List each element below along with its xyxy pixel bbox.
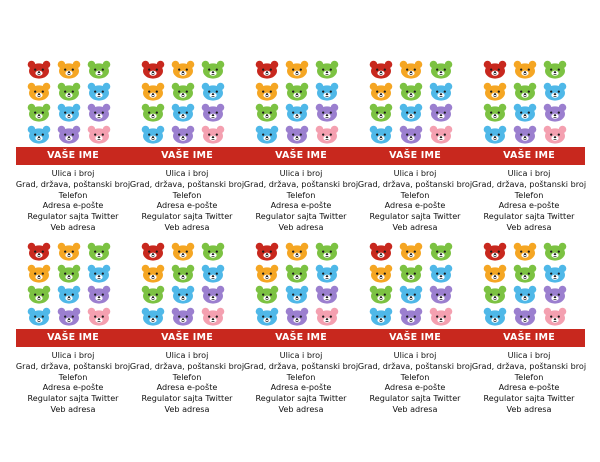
email-line: Adresa e-pošte (498, 382, 560, 393)
bear-face-icon (315, 285, 339, 304)
bear-face-icon (87, 285, 111, 304)
bear-grid (267, 242, 357, 326)
bear-face-icon (513, 60, 537, 79)
web-line: Veb adresa (506, 221, 552, 232)
bear-face-icon (201, 125, 225, 144)
street-line: Ulica i broj (165, 168, 209, 178)
bear-face-icon (285, 264, 309, 283)
email-line: Adresa e-pošte (156, 200, 218, 211)
card-info (124, 168, 250, 233)
card-name: VAŠE IME (161, 150, 213, 161)
bear-face-icon (57, 307, 81, 326)
card-info (10, 350, 136, 415)
bear-face-icon (513, 125, 537, 144)
bear-face-icon (429, 82, 453, 101)
bear-face-icon (369, 285, 393, 304)
bear-face-icon (87, 125, 111, 144)
bear-face-icon (513, 264, 537, 283)
bear-face-icon (171, 285, 195, 304)
card-name: VAŠE IME (275, 332, 327, 343)
city-line: Grad, država, poštanski broj (471, 178, 587, 189)
city-line: Grad, država, poštanski broj (129, 178, 245, 189)
bear-face-icon (513, 285, 537, 304)
bear-face-icon (201, 307, 225, 326)
bear-face-icon (255, 307, 279, 326)
card-name: VAŠE IME (503, 332, 555, 343)
street-line: Ulica i broj (507, 350, 551, 360)
city-line: Grad, država, poštanski broj (243, 178, 359, 189)
bear-face-icon (141, 60, 165, 79)
bear-face-icon (285, 307, 309, 326)
bear-face-icon (429, 307, 453, 326)
street-line: Ulica i broj (51, 168, 95, 178)
twitter-line: Regulator sajta Twitter (369, 211, 461, 222)
bear-face-icon (27, 125, 51, 144)
bear-face-icon (141, 264, 165, 283)
city-line: Grad, država, poštanski broj (15, 360, 131, 371)
bear-face-icon (315, 60, 339, 79)
bear-face-icon (429, 285, 453, 304)
email-line: Adresa e-pošte (270, 382, 332, 393)
city-line: Grad, država, poštanski broj (129, 360, 245, 371)
web-line: Veb adresa (278, 403, 324, 414)
phone-line: Telefon (58, 189, 88, 200)
twitter-line: Regulator sajta Twitter (27, 393, 119, 404)
bear-face-icon (543, 264, 567, 283)
bear-face-icon (429, 264, 453, 283)
bear-face-icon (369, 307, 393, 326)
bear-grid (495, 242, 585, 326)
street-line: Ulica i broj (393, 168, 437, 178)
bear-grid (39, 60, 129, 144)
bear-face-icon (399, 103, 423, 122)
bear-face-icon (27, 285, 51, 304)
bear-face-icon (27, 60, 51, 79)
bear-face-icon (543, 82, 567, 101)
twitter-line: Regulator sajta Twitter (255, 211, 347, 222)
street-line: Ulica i broj (279, 168, 323, 178)
bear-face-icon (255, 103, 279, 122)
twitter-line: Regulator sajta Twitter (141, 393, 233, 404)
web-line: Veb adresa (164, 403, 210, 414)
web-line: Veb adresa (50, 221, 96, 232)
street-line: Ulica i broj (393, 350, 437, 360)
twitter-line: Regulator sajta Twitter (27, 211, 119, 222)
bear-face-icon (285, 103, 309, 122)
card-info (124, 350, 250, 415)
bear-grid (495, 60, 585, 144)
bear-face-icon (87, 103, 111, 122)
card-info (352, 350, 478, 415)
street-line: Ulica i broj (507, 168, 551, 178)
bear-grid (153, 60, 243, 144)
bear-face-icon (87, 264, 111, 283)
bear-face-icon (369, 103, 393, 122)
bear-face-icon (171, 242, 195, 261)
web-line: Veb adresa (506, 403, 552, 414)
bear-face-icon (543, 307, 567, 326)
bear-face-icon (255, 125, 279, 144)
web-line: Veb adresa (164, 221, 210, 232)
bear-face-icon (255, 82, 279, 101)
card-info (466, 350, 592, 415)
bear-face-icon (483, 242, 507, 261)
bear-face-icon (399, 307, 423, 326)
bear-face-icon (399, 60, 423, 79)
bear-face-icon (255, 264, 279, 283)
email-line: Adresa e-pošte (42, 200, 104, 211)
card-name: VAŠE IME (389, 332, 441, 343)
bear-face-icon (141, 285, 165, 304)
bear-face-icon (543, 60, 567, 79)
bear-face-icon (513, 242, 537, 261)
bear-face-icon (57, 242, 81, 261)
bear-grid (381, 242, 471, 326)
bear-face-icon (429, 125, 453, 144)
bear-face-icon (201, 60, 225, 79)
city-line: Grad, država, poštanski broj (471, 360, 587, 371)
bear-face-icon (57, 264, 81, 283)
email-line: Adresa e-pošte (498, 200, 560, 211)
bear-face-icon (201, 285, 225, 304)
bear-face-icon (369, 82, 393, 101)
bear-face-icon (315, 264, 339, 283)
bear-face-icon (141, 242, 165, 261)
bear-face-icon (399, 125, 423, 144)
bear-face-icon (399, 82, 423, 101)
bear-face-icon (369, 242, 393, 261)
bear-face-icon (285, 60, 309, 79)
twitter-line: Regulator sajta Twitter (483, 393, 575, 404)
bear-face-icon (513, 82, 537, 101)
bear-face-icon (27, 307, 51, 326)
card-info (466, 168, 592, 233)
bear-face-icon (87, 60, 111, 79)
card-name: VAŠE IME (503, 150, 555, 161)
bear-face-icon (399, 285, 423, 304)
phone-line: Telefon (286, 189, 316, 200)
bear-face-icon (27, 82, 51, 101)
bear-grid (39, 242, 129, 326)
web-line: Veb adresa (392, 221, 438, 232)
bear-face-icon (285, 82, 309, 101)
bear-face-icon (315, 242, 339, 261)
bear-face-icon (369, 60, 393, 79)
bear-face-icon (483, 307, 507, 326)
bear-face-icon (285, 125, 309, 144)
bear-face-icon (429, 60, 453, 79)
bear-face-icon (429, 103, 453, 122)
card-info (238, 168, 364, 233)
bear-grid (153, 242, 243, 326)
bear-grid (267, 60, 357, 144)
bear-face-icon (399, 264, 423, 283)
email-line: Adresa e-pošte (42, 382, 104, 393)
bear-face-icon (315, 125, 339, 144)
bear-face-icon (315, 82, 339, 101)
bear-face-icon (171, 307, 195, 326)
bear-face-icon (315, 103, 339, 122)
twitter-line: Regulator sajta Twitter (483, 211, 575, 222)
bear-face-icon (171, 125, 195, 144)
email-line: Adresa e-pošte (384, 200, 446, 211)
bear-face-icon (141, 82, 165, 101)
email-line: Adresa e-pošte (270, 200, 332, 211)
bear-face-icon (543, 103, 567, 122)
bear-face-icon (483, 264, 507, 283)
bear-face-icon (255, 242, 279, 261)
bear-face-icon (87, 82, 111, 101)
bear-face-icon (141, 125, 165, 144)
card-name: VAŠE IME (47, 332, 99, 343)
bear-face-icon (171, 264, 195, 283)
phone-line: Telefon (514, 189, 544, 200)
bear-face-icon (285, 285, 309, 304)
bear-face-icon (285, 242, 309, 261)
bear-face-icon (57, 60, 81, 79)
bear-face-icon (57, 103, 81, 122)
bear-face-icon (57, 82, 81, 101)
bear-face-icon (543, 125, 567, 144)
phone-line: Telefon (514, 371, 544, 382)
phone-line: Telefon (172, 189, 202, 200)
bear-face-icon (171, 82, 195, 101)
bear-face-icon (483, 285, 507, 304)
bear-face-icon (483, 125, 507, 144)
bear-face-icon (57, 125, 81, 144)
bear-face-icon (369, 125, 393, 144)
phone-line: Telefon (286, 371, 316, 382)
web-line: Veb adresa (50, 403, 96, 414)
bear-face-icon (483, 82, 507, 101)
twitter-line: Regulator sajta Twitter (141, 211, 233, 222)
bear-face-icon (201, 103, 225, 122)
bear-face-icon (399, 242, 423, 261)
bear-face-icon (513, 307, 537, 326)
card-name: VAŠE IME (389, 150, 441, 161)
phone-line: Telefon (172, 371, 202, 382)
card-info (10, 168, 136, 233)
card-info (238, 350, 364, 415)
bear-face-icon (171, 60, 195, 79)
city-line: Grad, država, poštanski broj (357, 178, 473, 189)
card-name: VAŠE IME (47, 150, 99, 161)
bear-face-icon (543, 285, 567, 304)
phone-line: Telefon (400, 189, 430, 200)
email-line: Adresa e-pošte (156, 382, 218, 393)
bear-face-icon (57, 285, 81, 304)
web-line: Veb adresa (278, 221, 324, 232)
bear-face-icon (141, 103, 165, 122)
bear-face-icon (429, 242, 453, 261)
phone-line: Telefon (58, 371, 88, 382)
street-line: Ulica i broj (279, 350, 323, 360)
city-line: Grad, država, poštanski broj (243, 360, 359, 371)
twitter-line: Regulator sajta Twitter (369, 393, 461, 404)
email-line: Adresa e-pošte (384, 382, 446, 393)
bear-face-icon (27, 103, 51, 122)
bear-face-icon (483, 60, 507, 79)
bear-face-icon (87, 307, 111, 326)
twitter-line: Regulator sajta Twitter (255, 393, 347, 404)
bear-face-icon (201, 82, 225, 101)
street-line: Ulica i broj (51, 350, 95, 360)
bear-face-icon (141, 307, 165, 326)
street-line: Ulica i broj (165, 350, 209, 360)
city-line: Grad, država, poštanski broj (15, 178, 131, 189)
card-name: VAŠE IME (161, 332, 213, 343)
bear-face-icon (87, 242, 111, 261)
bear-face-icon (255, 60, 279, 79)
bear-face-icon (543, 242, 567, 261)
card-info (352, 168, 478, 233)
bear-face-icon (201, 264, 225, 283)
card-name: VAŠE IME (275, 150, 327, 161)
bear-face-icon (27, 264, 51, 283)
phone-line: Telefon (400, 371, 430, 382)
bear-face-icon (483, 103, 507, 122)
bear-face-icon (315, 307, 339, 326)
bear-face-icon (171, 103, 195, 122)
bear-face-icon (369, 264, 393, 283)
bear-face-icon (201, 242, 225, 261)
bear-face-icon (513, 103, 537, 122)
web-line: Veb adresa (392, 403, 438, 414)
bear-grid (381, 60, 471, 144)
city-line: Grad, država, poštanski broj (357, 360, 473, 371)
bear-face-icon (27, 242, 51, 261)
bear-face-icon (255, 285, 279, 304)
